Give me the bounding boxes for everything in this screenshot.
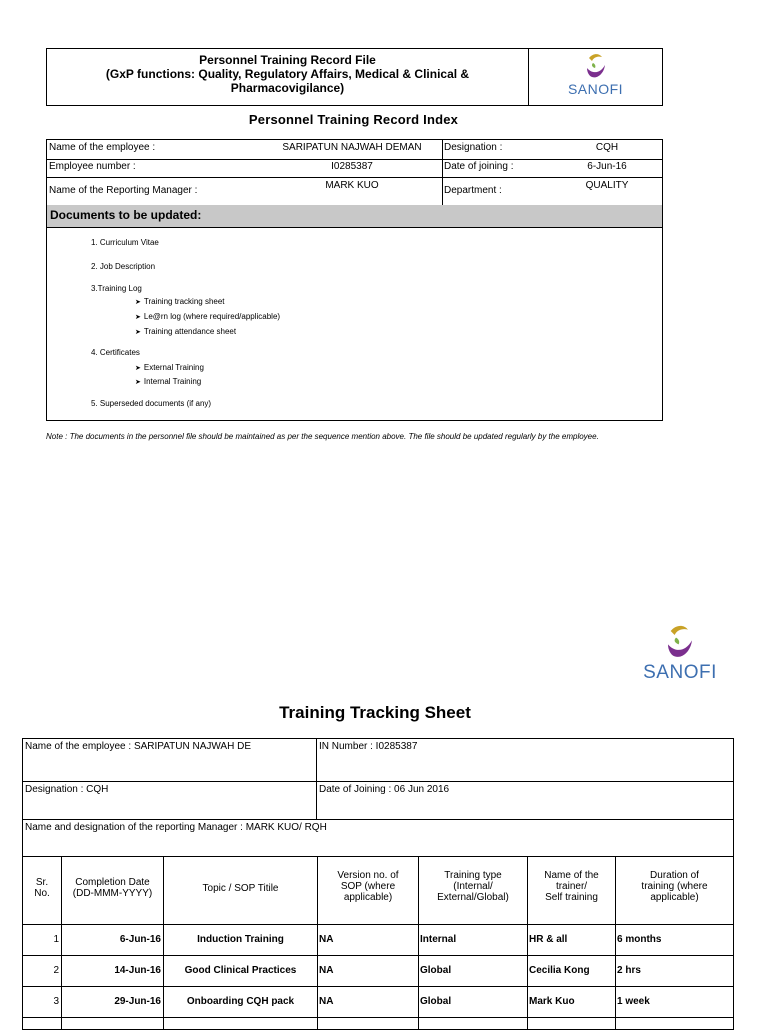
col-header-sr: Sr. No. xyxy=(34,877,50,899)
document-item: 1. Curriculum Vitae xyxy=(91,238,159,247)
table-rule xyxy=(23,819,733,820)
arrow-bullet-icon: ➤ xyxy=(135,299,141,306)
joining-date-label: Date of joining : xyxy=(444,161,514,172)
table-rule xyxy=(23,1017,733,1018)
document-subitem: ➤ Training tracking sheet xyxy=(135,297,225,306)
sanofi-logo xyxy=(529,52,662,102)
record-file-header xyxy=(46,48,663,106)
employee-name-label: Name of the employee : xyxy=(49,142,156,153)
cell-topic: Good Clinical Practices xyxy=(184,965,297,976)
sanofi-bird-icon xyxy=(662,623,698,663)
document-subitem: ➤ Training attendance sheet xyxy=(135,327,237,336)
joining-date-value: 6-Jun-16 xyxy=(587,161,627,172)
cell-date: 29-Jun-16 xyxy=(114,996,161,1007)
title-line-1: Personnel Training Record File xyxy=(199,53,376,67)
table-rule xyxy=(23,986,733,987)
designation-label: Designation : xyxy=(444,142,503,153)
cell-version: NA xyxy=(319,996,334,1007)
document-subitem: ➤ Internal Training xyxy=(135,377,202,386)
arrow-bullet-icon: ➤ xyxy=(135,329,141,336)
grid-rule xyxy=(47,159,662,160)
cell-type: Internal xyxy=(420,934,457,945)
col-header-topic: Topic / SOP Titile xyxy=(202,883,279,894)
document-subitem: ➤ External Training xyxy=(135,363,204,372)
table-rule xyxy=(23,955,733,956)
index-title: Personnel Training Record Index xyxy=(248,112,459,127)
logo-wordmark: SANOFI xyxy=(567,81,624,97)
tracking-designation: Designation : CQH xyxy=(25,784,109,795)
department-value: QUALITY xyxy=(585,180,629,191)
logo-wordmark: SANOFI xyxy=(643,662,717,683)
cell-version: NA xyxy=(319,934,334,945)
col-header-version: Version no. of SOP (where applicable) xyxy=(337,870,399,903)
cell-trainer: HR & all xyxy=(529,934,568,945)
col-header-trainer: Name of the trainer/ Self training xyxy=(544,870,599,903)
tracking-employee-name: Name of the employee : SARIPATUN NAJWAH DE xyxy=(25,741,251,752)
manager-label: Name of the Reporting Manager : xyxy=(49,185,198,196)
manager-value: MARK KUO xyxy=(325,180,379,191)
arrow-bullet-icon: ➤ xyxy=(135,314,141,321)
col-header-type: Training type (Internal/ External/Global) xyxy=(437,870,509,903)
grid-rule xyxy=(47,177,662,178)
document-subitem: ➤ Le@rn log (where required/applicable) xyxy=(135,312,281,321)
documents-heading: Documents to be updated: xyxy=(50,208,202,222)
department-label: Department : xyxy=(444,185,502,196)
documents-list xyxy=(46,228,663,421)
employee-info-grid xyxy=(46,139,663,207)
table-rule xyxy=(23,924,733,925)
cell-date: 14-Jun-16 xyxy=(114,965,161,976)
cell-topic: Induction Training xyxy=(197,934,284,945)
tracking-sheet-table xyxy=(22,738,734,1030)
title-line-2: (GxP functions: Quality, Regulatory Affairs, Medical & Clinical & xyxy=(105,67,470,81)
cell-version: NA xyxy=(319,965,334,976)
record-file-title xyxy=(47,53,528,95)
title-line-3: Pharmacovigilance) xyxy=(230,81,345,95)
employee-number-value: I0285387 xyxy=(331,161,373,172)
sanofi-logo-large xyxy=(630,623,730,693)
col-header-duration: Duration of training (where applicable) xyxy=(641,870,708,903)
arrow-bullet-icon: ➤ xyxy=(135,365,141,372)
tracking-manager: Name and designation of the reporting Manager : MARK KUO/ RQH xyxy=(25,822,327,833)
document-item: 2. Job Description xyxy=(91,262,156,271)
designation-value: CQH xyxy=(595,142,619,153)
document-item: 4. Certificates xyxy=(91,348,140,357)
cell-date: 6-Jun-16 xyxy=(119,934,161,945)
tracking-in-number: IN Number : I0285387 xyxy=(319,741,418,752)
table-rule xyxy=(23,781,733,782)
document-item: 5. Superseded documents (if any) xyxy=(91,399,212,408)
cell-topic: Onboarding CQH pack xyxy=(186,996,295,1007)
table-rule xyxy=(316,739,317,819)
cell-sr: 2 xyxy=(53,965,59,976)
cell-trainer: Mark Kuo xyxy=(529,996,575,1007)
cell-sr: 1 xyxy=(53,934,59,945)
arrow-bullet-icon: ➤ xyxy=(135,379,141,386)
cell-duration: 1 week xyxy=(617,996,650,1007)
col-header-date: Completion Date (DD-MMM-YYYY) xyxy=(72,877,153,899)
tracking-sheet-title: Training Tracking Sheet xyxy=(279,703,471,722)
tracking-date-joining: Date of Joining : 06 Jun 2016 xyxy=(319,784,450,795)
footnote: Note : The documents in the personnel file should be maintained as per the sequence mention above. The file should be updated regularly by the employee. xyxy=(46,432,599,441)
cell-type: Global xyxy=(420,996,452,1007)
document-item: 3.Training Log xyxy=(91,284,142,293)
sanofi-bird-icon xyxy=(583,52,609,82)
cell-trainer: Cecilia Kong xyxy=(529,965,590,976)
cell-sr: 3 xyxy=(53,996,59,1007)
documents-heading-bar xyxy=(46,205,663,228)
cell-duration: 2 hrs xyxy=(617,965,641,976)
table-rule xyxy=(23,856,733,857)
cell-type: Global xyxy=(420,965,452,976)
employee-name-value: SARIPATUN NAJWAH DEMAN xyxy=(282,142,422,153)
cell-duration: 6 months xyxy=(617,934,662,945)
employee-number-label: Employee number : xyxy=(49,161,136,172)
